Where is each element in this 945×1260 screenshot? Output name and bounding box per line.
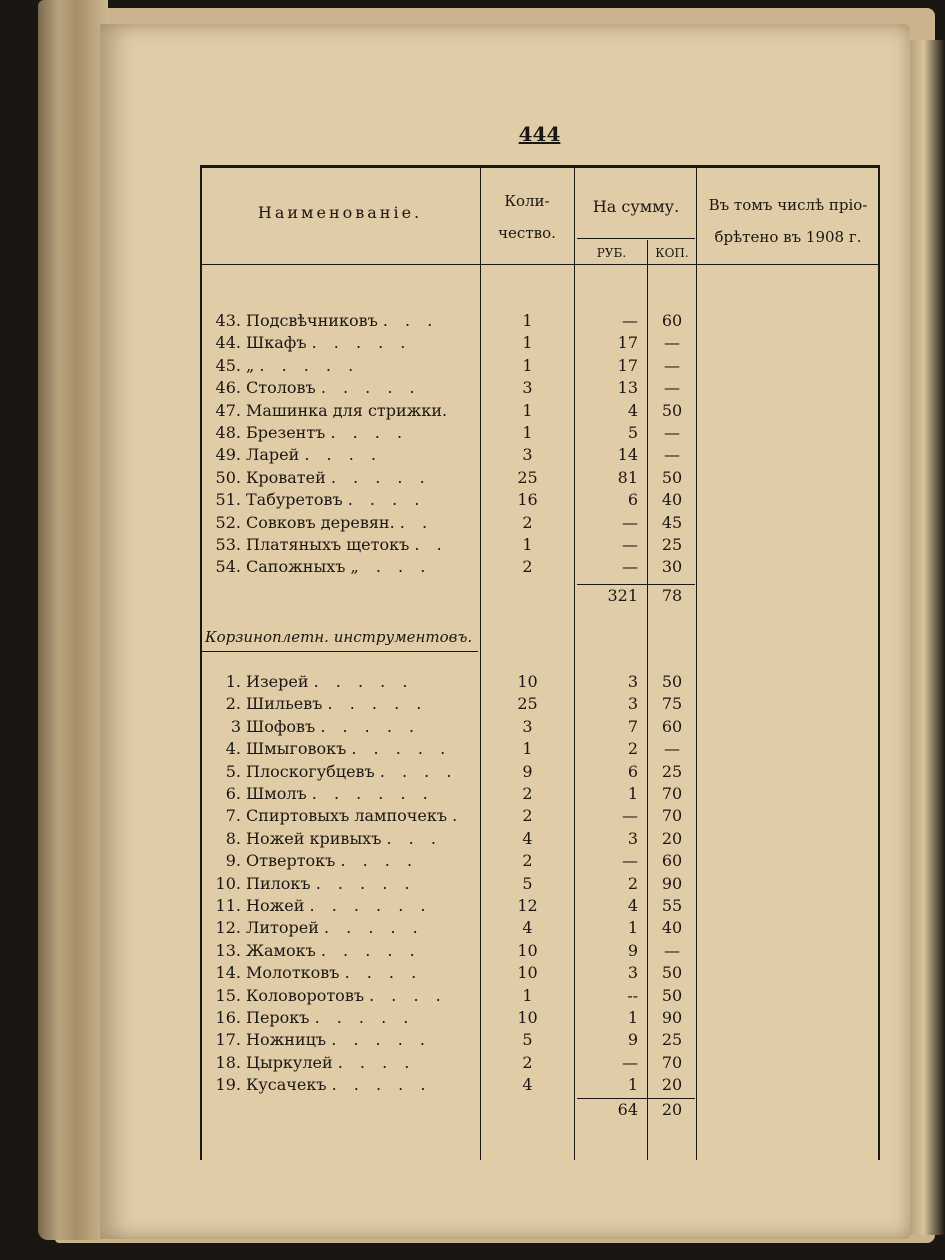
item-rub: —	[622, 1052, 638, 1072]
item-name-cell	[203, 693, 475, 715]
header-acquired-line2: брѣтено въ 1908 г.	[714, 228, 862, 246]
item-rub: 3	[627, 828, 638, 848]
item-kop: 60	[661, 851, 683, 871]
table-row	[200, 489, 880, 511]
item-name: Пилокъ	[246, 873, 311, 893]
item-dots: . . . .	[330, 423, 409, 442]
item-number: 7.	[225, 806, 241, 826]
table-row	[200, 761, 880, 783]
item-name: Совковъ деревян.	[246, 512, 395, 532]
item-name-cell	[203, 940, 475, 962]
item-number: 3	[230, 716, 241, 736]
table-row	[200, 377, 880, 399]
total1-rub: 321	[607, 586, 638, 605]
item-kop: 90	[661, 1008, 683, 1027]
table-row	[200, 1052, 880, 1074]
item-name-cell	[203, 873, 475, 895]
item-dots: . . . . .	[323, 918, 424, 938]
item-kop: —	[664, 378, 680, 398]
header-qty-line2: чество.	[498, 224, 556, 242]
item-name: Отвертокъ	[246, 851, 336, 871]
item-number: 51.	[215, 490, 241, 510]
item-name: Молотковъ	[246, 963, 340, 983]
item-name-cell	[203, 534, 475, 556]
table-row	[200, 556, 880, 578]
item-qty: 1	[522, 400, 533, 420]
item-rub: 3	[627, 963, 638, 983]
item-number: 18.	[215, 1052, 241, 1072]
item-kop: 60	[661, 716, 683, 736]
item-rub: 1	[627, 1008, 638, 1027]
item-qty: 3	[522, 378, 533, 398]
item-number: 6.	[225, 784, 241, 803]
item-name-cell	[203, 850, 475, 872]
header-bottom-line	[202, 264, 878, 265]
item-name-cell	[203, 467, 475, 489]
item-rub: —	[622, 806, 638, 826]
item-number: 44.	[215, 333, 241, 353]
item-name-cell	[203, 1052, 475, 1074]
table-row	[200, 512, 880, 534]
table-row	[200, 310, 880, 332]
item-dots: . .	[414, 535, 448, 554]
header-qty-line1: Коли-	[504, 192, 550, 210]
item-name-cell	[203, 783, 475, 805]
item-kop: 50	[661, 672, 683, 691]
table-row	[200, 1029, 880, 1051]
item-number: 53.	[215, 535, 241, 554]
item-name-cell	[203, 962, 475, 984]
table-row	[200, 783, 880, 805]
item-number: 5.	[225, 761, 241, 781]
item-number: 2.	[225, 694, 241, 714]
item-number: 13.	[215, 940, 241, 960]
item-name: Коловоротовъ	[246, 985, 364, 1005]
item-name-cell	[203, 917, 475, 939]
table-row	[200, 355, 880, 377]
table-row	[200, 332, 880, 354]
header-rub: РУБ.	[596, 246, 627, 260]
item-kop: 40	[661, 918, 683, 938]
item-qty: 3	[522, 716, 533, 736]
item-name: Шильевъ	[246, 694, 323, 714]
item-name-cell	[203, 716, 475, 738]
item-name-cell	[203, 444, 475, 466]
item-rub: --	[627, 985, 638, 1005]
item-dots: . . . .	[340, 851, 419, 871]
item-number: 46.	[215, 378, 241, 398]
item-name-cell	[203, 489, 475, 511]
item-qty: 10	[517, 963, 538, 983]
item-qty: 5	[522, 1030, 533, 1050]
item-kop: 55	[661, 896, 683, 915]
item-name-cell	[203, 828, 475, 850]
item-name-cell	[203, 895, 475, 917]
item-name: Платяныхъ щетокъ	[246, 535, 410, 554]
item-name-cell	[203, 761, 475, 783]
total2-row	[200, 1099, 880, 1121]
item-qty: 2	[522, 851, 533, 871]
item-dots: . . . .	[304, 445, 382, 465]
item-name-cell	[203, 738, 475, 760]
item-number: 17.	[215, 1030, 241, 1050]
item-rub: 4	[627, 400, 638, 420]
item-rub: 1	[627, 784, 638, 803]
item-dots: . . . . . .	[311, 784, 434, 803]
item-rub: 3	[627, 694, 638, 714]
item-dots: „ . . .	[350, 557, 432, 577]
item-rub: 6	[627, 761, 638, 781]
item-kop: —	[664, 940, 680, 960]
table-row	[200, 738, 880, 760]
item-name-cell	[203, 332, 475, 354]
item-rub: 9	[627, 940, 638, 960]
item-dots: . . . . .	[331, 1030, 431, 1050]
item-kop: 60	[661, 311, 683, 330]
item-dots: . .	[399, 512, 434, 532]
item-rub: 9	[627, 1030, 638, 1050]
item-qty: 25	[517, 467, 538, 487]
item-dots: . . . . .	[320, 940, 421, 960]
item-qty: 1	[522, 311, 533, 330]
item-kop: 70	[661, 1052, 683, 1072]
item-name: Табуретовъ	[246, 490, 343, 510]
item-number: 8.	[225, 828, 241, 848]
total1-row	[200, 585, 880, 607]
item-kop: —	[664, 445, 680, 465]
item-name: Кусачекъ	[246, 1075, 327, 1095]
item-name-cell	[203, 422, 475, 444]
item-name-cell	[203, 556, 475, 578]
item-kop: 70	[661, 784, 683, 803]
item-dots: . . . .	[369, 985, 447, 1005]
book-edge	[38, 0, 108, 1240]
item-rub: —	[622, 535, 638, 554]
table-row	[200, 467, 880, 489]
item-rub: 2	[627, 739, 638, 759]
table-row	[200, 917, 880, 939]
item-qty: 2	[522, 806, 533, 826]
item-name-cell	[203, 310, 475, 332]
item-name-cell	[203, 377, 475, 399]
table-row	[200, 828, 880, 850]
item-rub: 17	[617, 333, 638, 353]
item-kop: 50	[661, 400, 683, 420]
table-row	[200, 693, 880, 715]
item-number: 45.	[215, 355, 241, 375]
item-rub: 1	[627, 1075, 638, 1095]
item-qty: 1	[522, 423, 533, 442]
item-name: Шофовъ	[246, 716, 316, 736]
header-name: Наименованіе.	[257, 203, 423, 222]
table-row	[200, 940, 880, 962]
item-rub: —	[622, 851, 638, 871]
item-dots: . . . . .	[331, 1075, 432, 1095]
item-dots: . . . . .	[330, 467, 431, 487]
item-dots: . . . . .	[351, 739, 452, 759]
item-name-cell	[203, 400, 475, 422]
item-kop: 50	[661, 985, 683, 1005]
item-dots: . . . . .	[320, 716, 421, 736]
item-dots: . . . .	[379, 761, 458, 781]
item-rub: 4	[627, 896, 638, 915]
item-dots: . . . .	[337, 1052, 416, 1072]
section-title: Корзиноплетн. инструментовъ.	[205, 628, 473, 646]
item-number: 1.	[225, 672, 241, 691]
item-dots: . . . . . .	[309, 896, 432, 915]
item-qty: 10	[517, 672, 538, 691]
item-name: Кроватей	[246, 467, 326, 487]
item-rub: —	[622, 311, 638, 330]
item-qty: 10	[517, 1008, 538, 1027]
item-number: 48.	[215, 423, 241, 442]
item-dots: . . . . .	[320, 378, 421, 398]
item-kop: 30	[661, 557, 683, 577]
item-name-cell	[203, 355, 475, 377]
item-kop: 25	[661, 1030, 683, 1050]
item-kop: —	[664, 739, 680, 759]
item-number: 15.	[215, 985, 241, 1005]
page-right-edge	[910, 40, 945, 1235]
item-name: Шмолъ	[246, 784, 307, 803]
header-sum: На сумму.	[592, 197, 680, 216]
item-number: 16.	[215, 1008, 241, 1027]
item-kop: 20	[661, 828, 683, 848]
item-name: Плоскогубцевъ	[246, 761, 375, 781]
item-rub: —	[622, 557, 638, 577]
table-row	[200, 671, 880, 693]
table-row	[200, 985, 880, 1007]
item-name-cell	[203, 1029, 475, 1051]
item-dots: . . . . .	[311, 333, 412, 353]
item-name: Сапожныхъ	[246, 557, 346, 577]
item-name: Подсвѣчниковъ	[246, 311, 378, 330]
item-qty: 1	[522, 333, 533, 353]
item-dots: . . .	[386, 828, 442, 848]
item-number: 43.	[215, 311, 241, 330]
item-rub: 17	[617, 355, 638, 375]
item-number: 19.	[215, 1075, 241, 1095]
item-name: Ножей	[246, 896, 305, 915]
item-number: 11.	[215, 896, 241, 915]
item-name: Шмыговокъ	[246, 739, 347, 759]
item-number: 10.	[215, 873, 241, 893]
table-row	[200, 1007, 880, 1029]
table-row	[200, 962, 880, 984]
item-qty: 2	[522, 1052, 533, 1072]
item-qty: 1	[522, 739, 533, 759]
item-name: Изерей	[246, 672, 309, 691]
section-underline	[202, 651, 478, 652]
item-dots: . . . . .	[259, 355, 360, 375]
item-name-cell	[203, 512, 475, 534]
table-row	[200, 444, 880, 466]
item-qty: 9	[522, 761, 533, 781]
item-rub: 14	[617, 445, 638, 465]
item-kop: 25	[661, 535, 683, 554]
item-name: Жамокъ	[246, 940, 316, 960]
item-qty: 25	[517, 694, 538, 714]
header-acquired-line1: Въ томъ числѣ пріо-	[708, 196, 868, 214]
item-name: Брезентъ	[246, 423, 326, 442]
item-name: Ножей кривыхъ	[246, 828, 382, 848]
item-name: Литорей	[246, 918, 319, 938]
item-qty: 5	[522, 873, 533, 893]
item-number: 14.	[215, 963, 241, 983]
item-kop: —	[664, 333, 680, 353]
item-rub: 1	[627, 918, 638, 938]
item-name: Шкафъ	[246, 333, 307, 353]
item-name-cell	[203, 1074, 475, 1096]
item-kop: —	[664, 423, 680, 442]
page-number: 444	[518, 122, 561, 146]
item-name: Машинка для стрижки.	[246, 400, 448, 420]
table-row	[200, 716, 880, 738]
table-row	[200, 895, 880, 917]
item-qty: 4	[522, 828, 533, 848]
item-qty: 16	[517, 490, 538, 510]
item-rub: 2	[627, 873, 638, 893]
item-kop: 40	[661, 490, 683, 510]
table-row	[200, 534, 880, 556]
item-kop: 25	[661, 761, 683, 781]
item-name: Спиртовыхъ лампочекъ	[246, 806, 447, 826]
item-kop: 50	[661, 467, 683, 487]
item-dots: . . . . .	[327, 694, 428, 714]
total1-kop: 78	[661, 586, 683, 605]
item-name: Перокъ	[246, 1008, 310, 1027]
item-qty: 4	[522, 1075, 533, 1095]
item-qty: 10	[517, 940, 538, 960]
item-qty: 1	[522, 985, 533, 1005]
item-number: 50.	[215, 467, 241, 487]
item-kop: 20	[661, 1075, 683, 1095]
table-row	[200, 805, 880, 827]
item-number: 47.	[215, 400, 241, 420]
total2-rub: 64	[617, 1100, 638, 1119]
item-dots: . . . . .	[314, 1008, 415, 1027]
header-kop: КОП.	[655, 246, 689, 260]
item-kop: 75	[661, 694, 683, 714]
item-qty: 2	[522, 512, 533, 532]
item-name: „	[246, 355, 255, 375]
item-number: 54.	[215, 557, 241, 577]
item-qty: 3	[522, 445, 533, 465]
item-dots: . . .	[382, 311, 439, 330]
item-name-cell	[203, 671, 475, 693]
item-number: 52.	[215, 512, 241, 532]
item-dots: . . . .	[344, 963, 423, 983]
item-qty: 1	[522, 535, 533, 554]
item-qty: 2	[522, 557, 533, 577]
item-kop: 70	[661, 806, 683, 826]
sum-subheader-line	[577, 238, 695, 239]
item-name: Цыркулей	[246, 1052, 333, 1072]
item-rub: 7	[627, 716, 638, 736]
item-number: 4.	[225, 739, 241, 759]
item-rub: 6	[627, 490, 638, 510]
table-row	[200, 400, 880, 422]
item-name-cell	[203, 1007, 475, 1029]
item-qty: 2	[522, 784, 533, 803]
item-kop: —	[664, 355, 680, 375]
item-dots: .	[452, 806, 464, 826]
item-dots: . . . . .	[315, 873, 416, 893]
item-name: Столовъ	[246, 378, 316, 398]
item-rub: —	[622, 512, 638, 532]
table-row	[200, 873, 880, 895]
item-kop: 50	[661, 963, 683, 983]
item-qty: 1	[522, 355, 533, 375]
item-name-cell	[203, 985, 475, 1007]
table-row	[200, 422, 880, 444]
item-qty: 12	[517, 896, 538, 915]
item-dots: . . . .	[347, 490, 426, 510]
item-number: 12.	[215, 918, 241, 938]
item-rub: 3	[627, 672, 638, 691]
table-row	[200, 850, 880, 872]
total2-kop: 20	[661, 1100, 683, 1119]
table-row	[200, 1074, 880, 1096]
item-name: Ларей	[246, 445, 300, 465]
item-rub: 5	[627, 423, 638, 442]
item-number: 9.	[225, 851, 241, 871]
item-rub: 13	[617, 378, 638, 398]
item-name: Ножницъ	[246, 1030, 327, 1050]
item-dots: . . . . .	[313, 672, 414, 691]
item-number: 49.	[215, 445, 241, 465]
item-kop: 90	[661, 873, 683, 893]
item-qty: 4	[522, 918, 533, 938]
item-name-cell	[203, 805, 475, 827]
item-kop: 45	[661, 512, 683, 532]
item-rub: 81	[617, 467, 638, 487]
